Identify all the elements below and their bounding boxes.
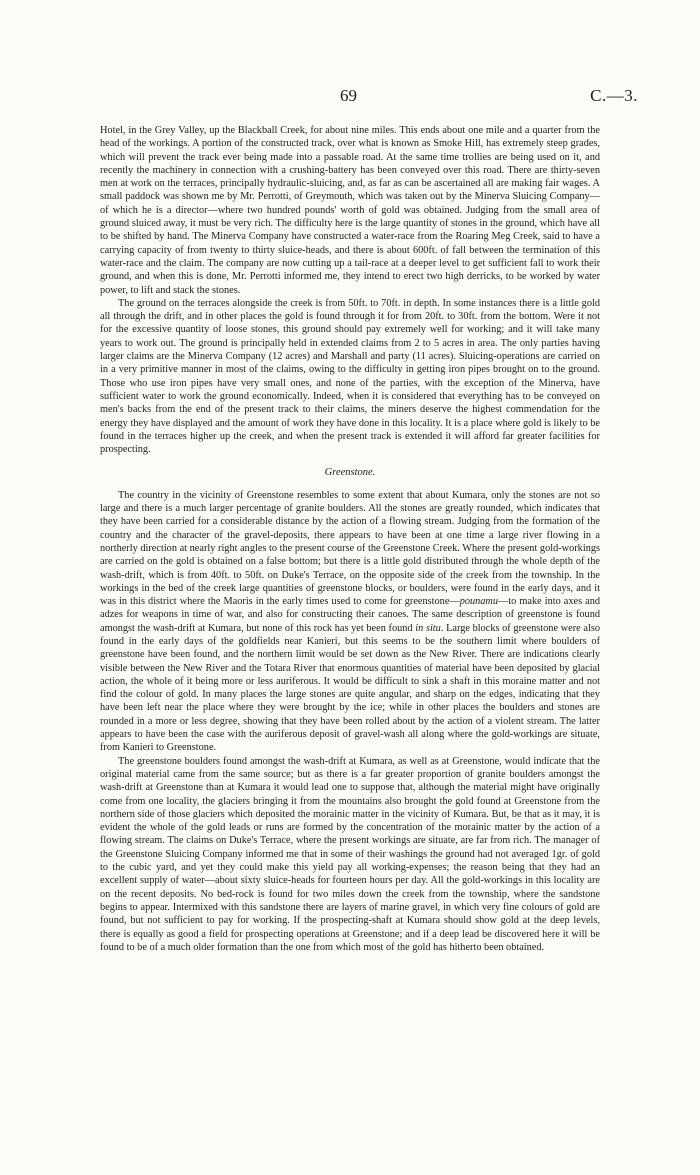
section-heading-greenstone: Greenstone. <box>324 467 376 479</box>
paragraph-text: The country in the vicinity of Greenstone resembles to some extent that about Kumara, only the stones are not so large and there is a much larger percentage of granite boulders. All the stones are greatly rounded, which indicates that they have been carried for a considerable distance by the action of a flowing stream. Judging from the formation of the country and the character of the gravel-deposits, there appears to have been at one time a large river flowing in a northerly direction at nearly right angles to the present course of the Greenstone Creek. Where the present gold-workings are carried on the gold is obtained on a false bottom; but there is a little gold distributed through the whole depth of the wash-drift, which is from 40ft. to 50ft. on Duke's Terrace, on the opposite side of the creek from the township. In the workings in the bed of the creek large quantities of greenstone blocks, or boulders, were found in the early days, and it was in this district where the Maoris in the early times used to come for greenstone— <box>100 489 600 608</box>
paragraph-greenstone-boulders: The greenstone boulders found amongst the wash-drift at Kumara, as well as at Greenstone, would indicate that the original material came from the same source; but as there is a far greater proportion of granite boulders amongst the wash-drift at Greenstone than at Kumara it would lead one to suppose that, although the material might have originally come from one locality, the glaciers bringing it from the mountains also brought the gold found at Greenstone from the northern side of those glaciers which deposited the morainic matter in the vicinity of Kumara. But, be that as it may, it is evident the whole of the gold leads or runs are formed by the concentration of the morainic matter by the action of a flowing stream. The claims on Duke's Terrace, where the present workings are situate, are far from rich. The manager of the Greenstone Sluicing Company informed me that in some of their washings the ground had not averaged 1gr. of gold to the cubic yard, and yet they could make this yield pay all working-expenses; the reason being that they had an excellent supply of water—about sixty sluice-heads for fourteen hours per day. All the gold-workings in this locality are on the recent deposits. No bed-rock is found for two miles down the creek from the township, where the sandstone begins to appear. Intermixed with this sandstone there are layers of marine gravel, in which very fine colours of gold are found, but not sufficient to pay for working. If the prospecting-shaft at Kumara should show gold at the deep levels, there is equally as good a field for prospecting operations at Greenstone; and if a deep lead be discovered here it will be found to be of a much older formation than the one from which most of the gold has hitherto been obtained. <box>100 755 600 953</box>
italic-term-in-situ: in situ <box>415 622 441 634</box>
paragraph-text: —to make into axes and adzes for weapons in time of war, and also for constructing their canoes. The same description of greenstone is found amongst the wash-drift at Kumara, but none of this rock has yet been found <box>100 596 600 634</box>
body-text <box>100 124 600 954</box>
page-number: 69 <box>340 86 357 105</box>
paragraph-greenstone-country <box>100 489 600 755</box>
paragraph-terraces: The ground on the terraces alongside the creek is from 50ft. to 70ft. in depth. In some instances there is a little gold all through the drift, and in other places the gold is found through it for from 20ft. to 30ft. from the bottom. Were it not for the excessive quantity of loose stones, this ground should pay extremely well for working; and it will take many years to work out. The ground is principally held in extended claims from 2 to 5 acres in area. The only parties having larger claims are the Minerva Company (12 acres) and Marshall and party (11 acres). Sluicing-operations are carried on in a very primitive manner in most of the claims, owing to the difficulty in getting iron pipes brought on to the ground. Those who use iron pipes have very small ones, and none of the parties, with the exception of the Minerva, have sufficient water to work the ground economically. Indeed, when it is considered that everything has to be conveyed on men's backs from the end of the present track to their claims, the miners deserve the highest commendation for the energy they have displayed and the amount of work they have done in this locality. It is a place where gold is likely to be found in the terraces higher up the creek, and when the present track is extended it will afford far greater facilities for prospecting. <box>100 297 600 456</box>
document-reference: C.—3. <box>590 86 638 105</box>
paragraph-text: . Large blocks of greenstone were also found in the early days of the goldfields near Kanieri, but this seems to be the southern limit where boulders of greenstone have been found, and the northern limit would be set down as the New River. There are indications clearly visible between the New River and the Totara River that enormous quantities of material have been deposited by glacial action, the whole of it being more or less auriferous. It would be difficult to sink a shaft in this moraine matter and not find the colour of gold. In many places the large stones are quite angular, and sharp on the edges, indicating that they have been left near the place where they were brought by the ice; while in other places the boulders and stones are rounded in a more or less degree, showing that they have been rolled about by the action of a violent stream. The latter appears to have been the case with the auriferous deposit of gravel-wash all along where the gold-workings are situate, from Kanieri to Greenstone. <box>100 622 600 754</box>
paragraph-smoke-hill: Hotel, in the Grey Valley, up the Blackball Creek, for about nine miles. This ends about one mile and a quarter from the head of the workings. A portion of the constructed track, over what is known as Smoke Hill, has extremely steep grades, which will prevent the track ever being made into a passable road. At the same time trollies are being used on it, and recently the machinery in connection with a crushing-battery has been conveyed over this road. There are thirty-seven men at work on the terraces, principally hydraulic-sluicing, and, as far as can be ascertained all are making fair wages. A small paddock was shown me by Mr. Perrotti, of Greymouth, which was taken out by the Minerva Sluicing Company—of which he is a director—where two hundred pounds' worth of gold was obtained. Judging from the small area of ground sluiced away, it must be very rich. The difficulty here is the large quantity of stones in the ground, which have all to be shifted by hand. The Minerva Company have constructed a water-race from the Roaring Meg Creek, said to have a carrying capacity of from twenty to thirty sluice-heads, and there is about 600ft. of fall between the termination of this water-race and the claim. The company are now cutting up a tail-race at a deeper level to get sufficient fall to work their ground, and when this is done, Mr. Perrotti informed me, they intend to erect two high derricks, to be worked by water power, to lift and stack the stones. <box>100 125 600 296</box>
italic-term-pounamu: pounamu <box>459 596 499 608</box>
